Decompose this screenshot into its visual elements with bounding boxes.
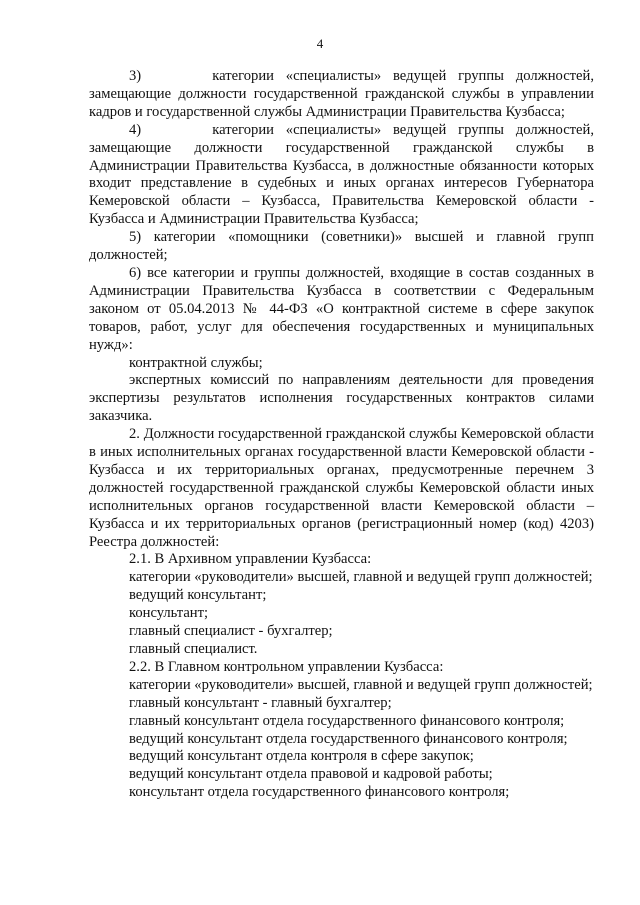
list-item: главный специалист. <box>129 641 258 657</box>
subsection-heading-2-2: 2.2. В Главном контрольном управлении Кузбасса: <box>129 658 444 675</box>
list-item: консультант; <box>129 605 209 622</box>
subsection-heading-2-1: 2.1. В Архивном управлении Кузбасса: <box>129 551 372 568</box>
list-item: главный специалист - бухгалтер; <box>129 623 333 640</box>
paragraph-item-6: 6) все категории и группы должностей, входящие в состав созданных в Администрации Правительства Кузбасса в соответствии с Федеральным законом от 05.04.2013 № 44-ФЗ «О контрактной системе в сфере закупок товаров, работ, услуг для обеспечения государственных и муниципальных нужд»: <box>89 264 594 353</box>
document-body <box>89 68 594 802</box>
paragraph-expert-commissions: экспертных комиссий по направлениям деятельности для проведения экспертизы результатов исполнения государственных контрактов силами заказчика. <box>89 372 594 425</box>
paragraph-item-3: 3) категории «специалисты» ведущей группы должностей, замещающие должности государственной гражданской службы в управлении кадров и государственной службы Администрации Правительства Кузбасса; <box>89 68 594 120</box>
list-item: ведущий консультант; <box>129 587 267 604</box>
list-item: ведущий консультант отдела правовой и кадровой работы; <box>129 766 493 783</box>
list-item: главный консультант - главный бухгалтер; <box>129 694 392 711</box>
paragraph-section-2: 2. Должности государственной гражданской службы Кемеровской области в иных исполнительных органах государственной власти Кемеровской области - Кузбасса и их территориальных органах, предусмотренные перечнем 3 должностей государственной гражданской службы Кемеровской области иных исполнительных органов государственной власти Кемеровской области – Кузбасса и их территориальных органов (регистрационный номер (код) 4203) Реестра должностей: <box>89 426 594 550</box>
list-item: консультант отдела государственного финансового контроля; <box>129 784 510 801</box>
list-item: ведущий консультант отдела государственного финансового контроля; <box>129 730 568 747</box>
list-item: главный консультант отдела государственного финансового контроля; <box>129 712 565 729</box>
list-item: категории «руководители» высшей, главной и ведущей групп должностей; <box>129 676 593 693</box>
list-item: ведущий консультант отдела контроля в сфере закупок; <box>129 748 474 765</box>
page-number: 4 <box>316 36 324 51</box>
paragraph-item-4: 4) категории «специалисты» ведущей группы должностей, замещающие должности государственной гражданской службы в Администрации Правительства Кузбасса, в должностные обязанности которых входит представление в судебных и иных органах интересов Губернатора Кемеровской области – Кузбасса, Правительства Кемеровской области - Кузбасса и Администрации Правительства Кузбасса; <box>89 121 594 228</box>
list-item: категории «руководители» высшей, главной и ведущей групп должностей; <box>129 569 593 586</box>
paragraph-contract-service: контрактной службы; <box>129 354 263 371</box>
paragraph-item-5: 5) категории «помощники (советники)» высшей и главной групп должностей; <box>89 229 594 264</box>
